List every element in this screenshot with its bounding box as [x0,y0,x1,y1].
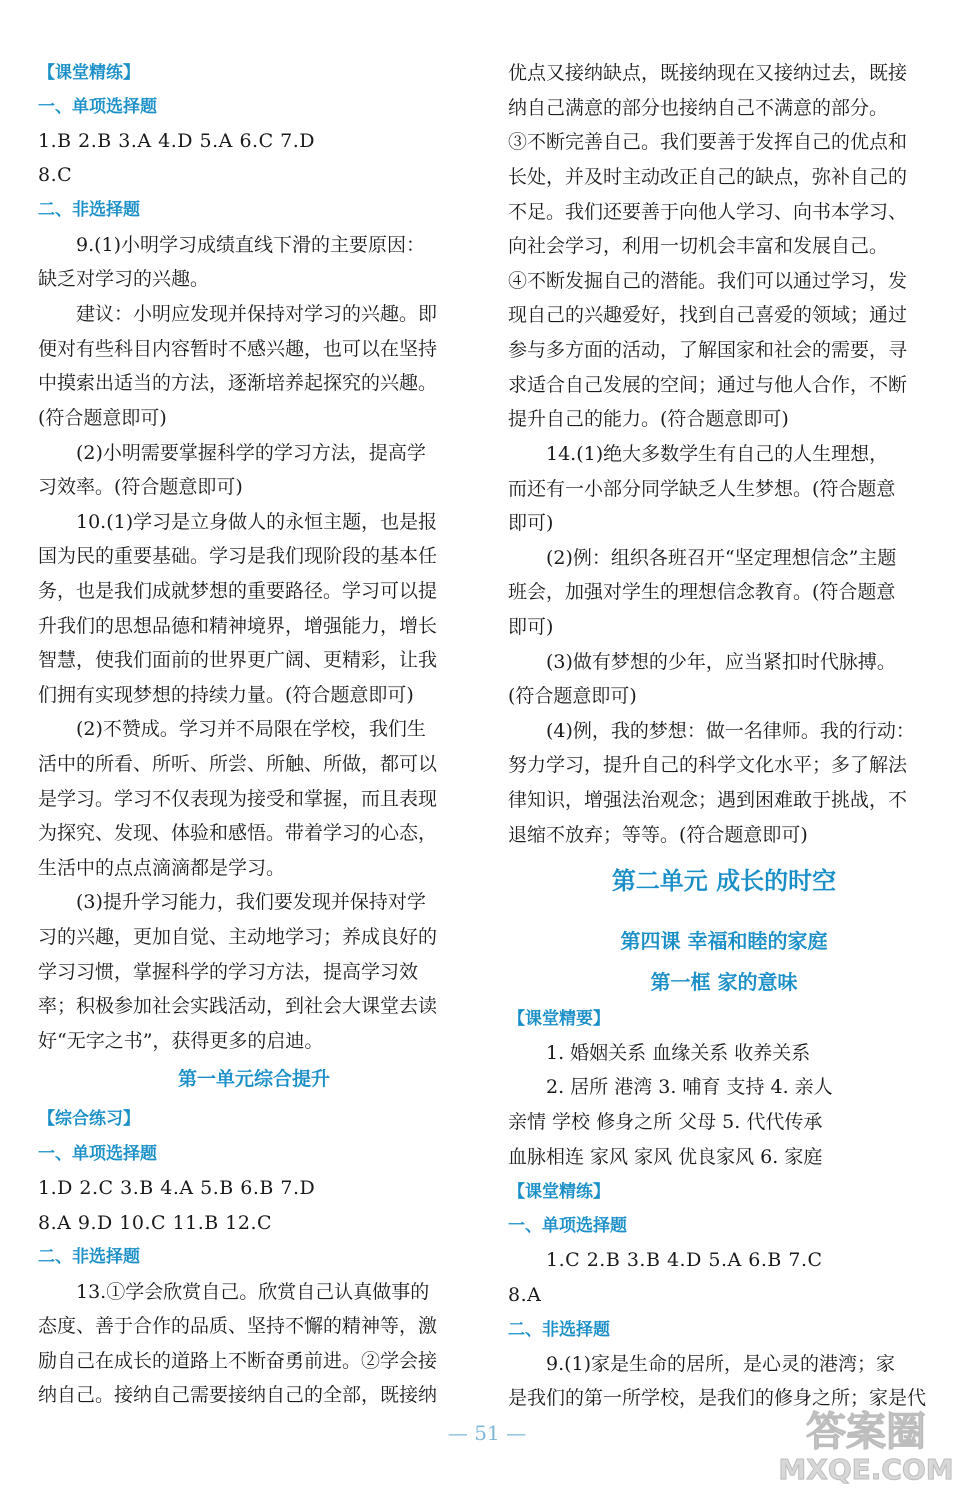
text-line: 缺乏对学习的兴趣。 [38,268,210,290]
question-type-heading: 一、单项选择题 [38,97,157,117]
text-line: 14.(1)绝大多数学生有自己的人生理想， [546,443,889,465]
text-line: (2)不赞成。学习并不局限在学校，我们生 [76,718,426,740]
lesson-title: 第四课 幸福和睦的家庭 [620,929,828,953]
text-line: 血脉相连 家风 家风 优良家风 6. 家庭 [508,1146,823,1168]
text-line: (3)提升学习能力，我们要发现并保持对学 [76,891,426,913]
answer-line: 8.A [508,1284,542,1306]
text-line: ③不断完善自己。我们要善于发挥自己的优点和 [508,131,908,153]
text-line: 智慧，使我们面前的世界更广阔、更精彩，让我 [38,649,438,671]
text-line: 律知识，增强法治观念；遇到困难敢于挑战，不 [508,789,908,811]
text-line: 为探究、发现、体验和感悟。带着学习的心态， [38,822,438,844]
section-bracket-heading: 【课堂精要】 [508,1009,610,1029]
answer-line: 1.B 2.B 3.A 4.D 5.A 6.C 7.D [38,130,316,152]
text-line: 活中的所看、所听、所尝、所触、所做，都可以 [38,753,438,775]
text-line: 10.(1)学习是立身做人的永恒主题，也是报 [76,511,438,533]
answer-line: 8.C [38,164,73,186]
text-line: 中摸索出适当的方法，逐渐培养起探究的兴趣。 [38,372,438,394]
text-line: 建议：小明应发现并保持对学习的兴趣。即 [76,303,438,325]
text-line: (3)做有梦想的少年，应当紧扣时代脉搏。 [546,651,896,673]
text-line: 参与多方面的活动，了解国家和社会的需要，寻 [508,339,908,361]
text-line: (2)例：组织各班召开“坚定理想信念”主题 [546,547,897,569]
text-line: 亲情 学校 修身之所 父母 5. 代代传承 [508,1111,823,1133]
text-line: (符合题意即可) [508,685,637,707]
lesson-title: 第一框 家的意味 [650,970,798,994]
text-line: 们拥有实现梦想的持续力量。(符合题意即可) [38,684,414,706]
text-line: 生活中的点点滴滴都是学习。 [38,857,286,879]
text-line: 退缩不放弃；等等。(符合题意即可) [508,824,808,846]
section-bracket-heading: 【课堂精练】 [508,1182,610,1202]
text-line: (4)例，我的梦想：做一名律师。我的行动： [546,720,915,742]
section-bracket-heading: 【综合练习】 [38,1109,140,1129]
text-line: (2)小明需要掌握科学的学习方法，提高学 [76,442,426,464]
question-type-heading: 二、非选择题 [508,1320,610,1340]
text-line: 向社会学习，利用一切机会丰富和发展自己。 [508,235,889,257]
watermark-logo [770,1401,960,1485]
text-line: 求适合自己发展的空间；通过与他人合作，不断 [508,374,908,396]
answer-line: 8.A 9.D 10.C 11.B 12.C [38,1212,273,1234]
text-line: 学习习惯，掌握科学的学习方法，提高学习效 [38,961,419,983]
text-line: 升我们的思想品德和精神境界，增强能力，增长 [38,615,438,637]
question-type-heading: 二、非选择题 [38,1247,140,1267]
text-line: 9.(1)家是生命的居所，是心灵的港湾；家 [546,1353,896,1375]
text-line: 是学习。学习不仅表现为接受和掌握，而且表现 [38,788,438,810]
unit-title: 第二单元 成长的时空 [611,867,837,895]
text-line: 而还有一小部分同学缺乏人生梦想。(符合题意 [508,478,896,500]
text-line: 长处，并及时主动改正自己的缺点，弥补自己的 [508,166,908,188]
text-line: 习的兴趣，更加自觉、主动地学习；养成良好的 [38,926,438,948]
text-line: 2. 居所 港湾 3. 哺育 支持 4. 亲人 [546,1076,833,1098]
text-line: 国为民的重要基础。学习是我们现阶段的基本任 [38,545,438,567]
text-line: 9.(1)小明学习成绩直线下滑的主要原因： [76,234,426,256]
text-line: 纳自己满意的部分也接纳自己不满意的部分。 [508,97,889,119]
text-line: 是我们的第一所学校，是我们的修身之所；家是代 [508,1387,927,1409]
text-line: 不足。我们还要善于向他人学习、向书本学习、 [508,201,908,223]
answer-line: 1.C 2.B 3.B 4.D 5.A 6.B 7.C [546,1249,823,1271]
text-line: 1. 婚姻关系 血缘关系 收养关系 [546,1042,811,1064]
text-line: 优点又接纳缺点，既接纳现在又接纳过去，既接 [508,62,908,84]
section-bracket-heading: 【课堂精练】 [38,63,140,83]
text-line: 好“无字之书”，获得更多的启迪。 [38,1030,324,1052]
question-type-heading: 一、单项选择题 [38,1144,157,1164]
text-line: (符合题意即可) [38,407,167,429]
text-line: 态度、善于合作的品质、坚持不懈的精神等，激 [38,1315,438,1337]
watermark-bottom: MXQE.COM [778,1453,954,1485]
text-line: 努力学习，提升自己的科学文化水平；多了解法 [508,754,908,776]
watermark-top: 答案圈 [806,1409,926,1455]
text-line: 率；积极参加社会实践活动，到社会大课堂去读 [38,995,438,1017]
text-line: 即可) [508,512,554,534]
text-line: 便对有些科目内容暂时不感兴趣，也可以在坚持 [38,338,438,360]
text-line: 13.①学会欣赏自己。欣赏自己认真做事的 [76,1281,430,1303]
question-type-heading: 二、非选择题 [38,200,140,220]
answer-line: 1.D 2.C 3.B 4.A 5.B 6.B 7.D [38,1177,316,1199]
text-line: 习效率。(符合题意即可) [38,476,243,498]
text-line: 励自己在成长的道路上不断奋勇前进。②学会接 [38,1350,438,1372]
text-line: 提升自己的能力。(符合题意即可) [508,408,789,430]
text-line: 纳自己。接纳自己需要接纳自己的全部，既接纳 [38,1384,438,1406]
text-line: ④不断发掘自己的潜能。我们可以通过学习，发 [508,270,908,292]
text-line: 务，也是我们成就梦想的重要路径。学习可以提 [38,580,438,602]
text-line: 即可) [508,616,554,638]
text-line: 班会，加强对学生的理想信念教育。(符合题意 [508,581,896,603]
question-type-heading: 一、单项选择题 [508,1216,627,1236]
page-number: — 51 — [447,1421,527,1445]
text-line: 现自己的兴趣爱好，找到自己喜爱的领域；通过 [508,304,908,326]
section-title: 第一单元综合提升 [177,1068,330,1090]
